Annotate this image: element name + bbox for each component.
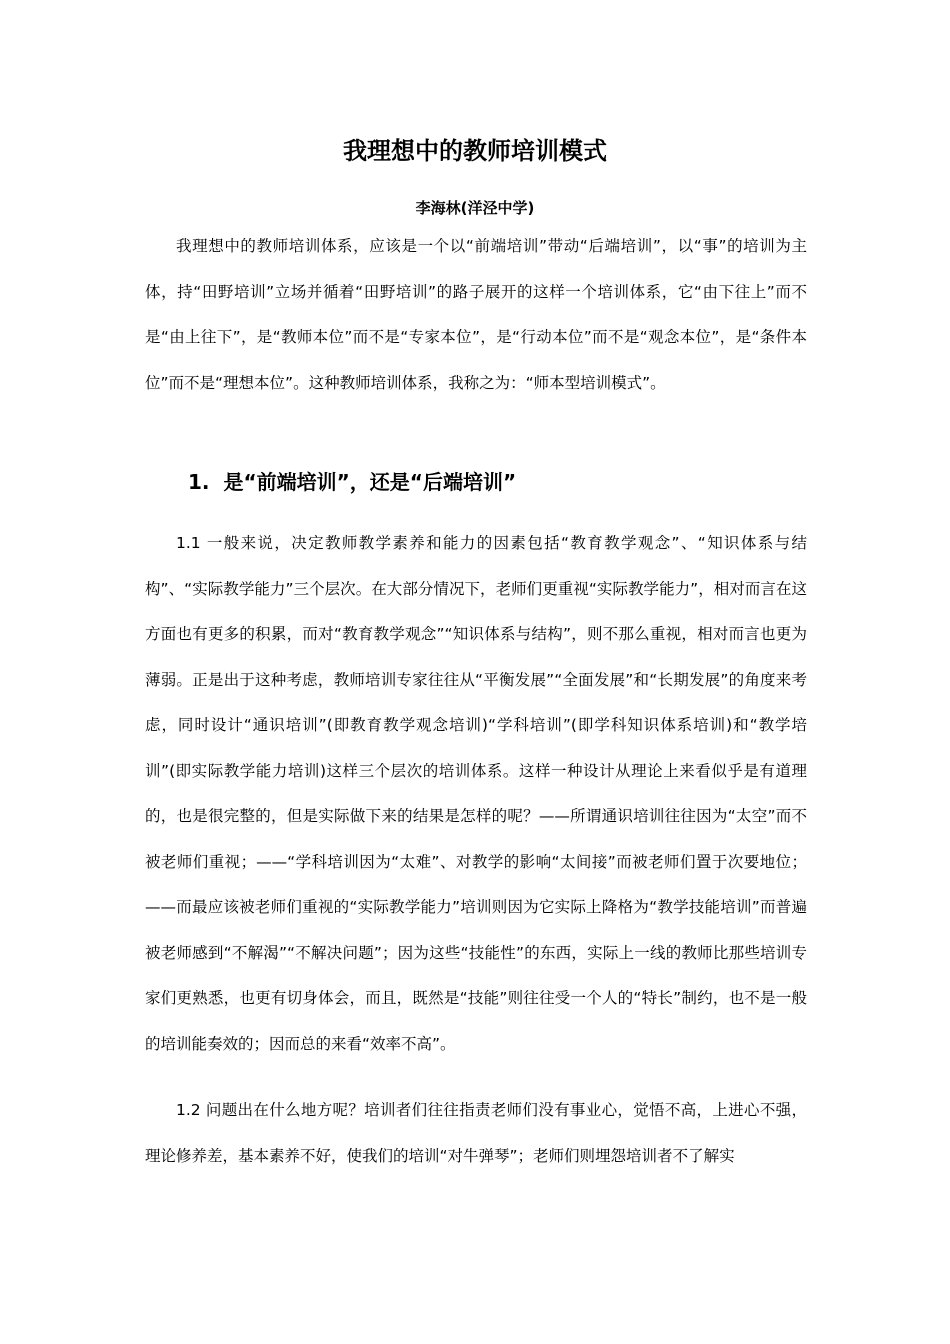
- document-author: 李海林(洋泾中学): [415, 199, 535, 217]
- paragraph-1-2: 1.2 问题出在什么地方呢？培训者们往往指责老师们没有事业心，觉悟不高，上进心不强，理论修养差，基本素养不好，使我们的培训“对牛弹琴”；老师们则埋怨培训者不了解实: [145, 1101, 807, 1165]
- document-title: 我理想中的教师培训模式: [343, 137, 607, 165]
- section-heading: [188, 464, 516, 500]
- section-number: 1.: [188, 470, 210, 494]
- intro-paragraph: 我理想中的教师培训体系，应该是一个以“前端培训”带动“后端培训”，以“事”的培训为主体，持“田野培训”立场并循着“田野培训”的路子展开的这样一个培训体系，它“由下往上”而不是“由上往下”，是“教师本位”而不是“专家本位”，是“行动本位”而不是“观念本位”，是“条件本位”而不是“理想本位”。这种教师培训体系，我称之为：“师本型培训模式”。: [145, 237, 807, 392]
- paragraph-1-1: 1.1 一般来说，决定教师教学素养和能力的因素包括“教育教学观念”、“知识体系与结构”、“实际教学能力”三个层次。在大部分情况下，老师们更重视“实际教学能力”，相对而言在这方面也有更多的积累，而对“教育教学观念”“知识体系与结构”，则不那么重视，相对而言也更为薄弱。正是出于这种考虑，教师培训专家往往从“平衡发展”“全面发展”和“长期发展”的角度来考虑，同时设计“通识培训”(即教育教学观念培训)“学科培训”(即学科知识体系培训)和“教学培训”(即实际教学能力培训)这样三个层次的培训体系。这样一种设计从理论上来看似乎是有道理的，也是很完整的，但是实际做下来的结果是怎样的呢？——所谓通识培训往往因为“太空”而不被老师们重视；——“学科培训因为“太难”、对教学的影响“太间接”而被老师们置于次要地位；——而最应该被老师们重视的“实际教学能力”培训则因为它实际上降格为“教学技能培训”而普遍被老师感到“不解渴”“不解决问题”；因为这些“技能性”的东西，实际上一线的教师比那些培训专家们更熟悉，也更有切身体会，而且，既然是“技能”则往往受一个人的“特长”制约，也不是一般的培训能奏效的；因而总的来看“效率不高”。: [145, 534, 807, 1053]
- section-title: 是“前端培训”，还是“后端培训”: [223, 470, 517, 494]
